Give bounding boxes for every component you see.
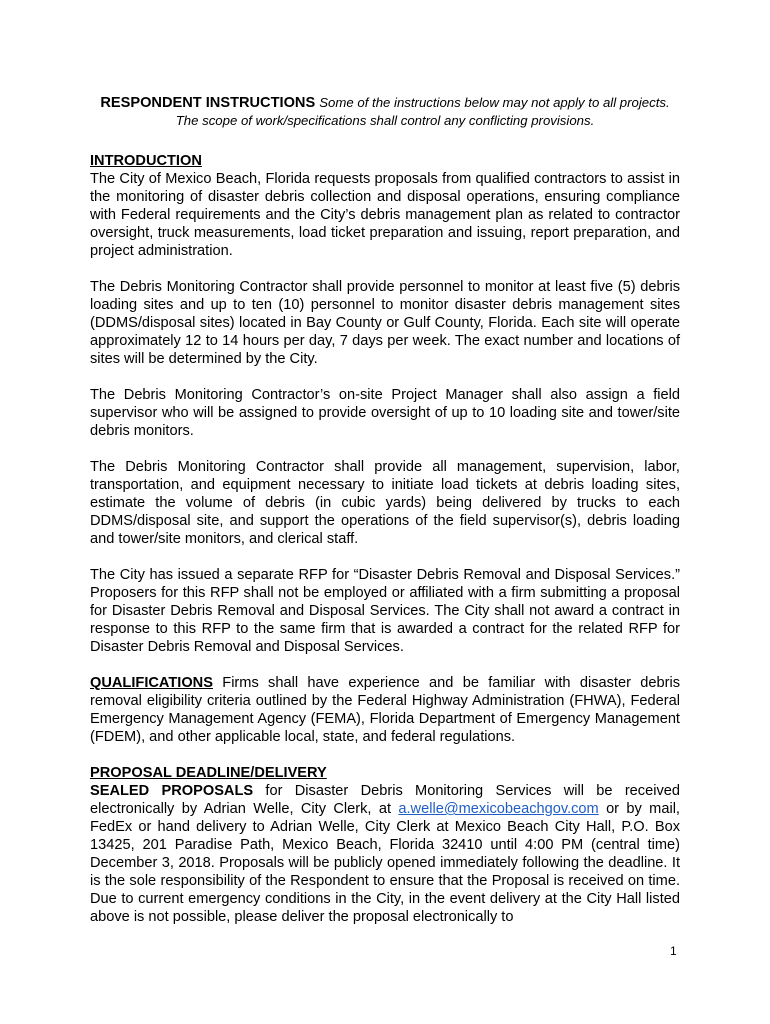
deadline-text-pre: for Disaster Debris Monitoring Services will be received electronically by Adrian Welle, City Clerk, at (90, 783, 680, 817)
intro-paragraph-2: The Debris Monitoring Contractor shall provide personnel to monitor at least five (5) debris loading sites and up to ten (10) personnel to monitor disaster debris management sites (DDMS/disposal sites) located in Bay County or Gulf County, Florida. Each site will operate approximately 12 to 14 hours per day, 7 days per week. The exact number and locations of sites will be determined by the City. (90, 279, 680, 367)
header-note: Some of the instructions below may not apply to all projects. The scope of work/specifications shall control any conflicting provisions. (175, 95, 670, 128)
clerk-email-link[interactable]: a.welle@mexicobeachgov.com (398, 801, 599, 817)
deadline-text-post: or by mail, FedEx or hand delivery to Adrian Welle, City Clerk at Mexico Beach City Hall, P.O. Box 13425, 201 Paradise Path, Mexico Beach, Florida 32410 until 4:00 PM (central time) December 3, 2018. Proposals will be publicly opened immediately following the deadline. It is the sole responsibility of the Respondent to ensure that the Proposal is received on time. Due to current emergency conditions in the City, in the event delivery at the City Hall listed above is not possible, please deliver the proposal electronically to (90, 801, 680, 925)
qualifications-section (90, 674, 680, 746)
deadline-paragraph (90, 782, 680, 926)
deadline-heading: PROPOSAL DEADLINE/DELIVERY (90, 765, 327, 781)
proposal-deadline-section (90, 764, 680, 926)
document-page (90, 94, 680, 926)
intro-paragraph-5: The City has issued a separate RFP for “Disaster Debris Removal and Disposal Services.” Proposers for this RFP shall not be employed or affiliated with a firm submitting a proposal for Disaster Debris Removal and Disposal Services. The City shall not award a contract in response to this RFP to the same firm that is awarded a contract for the related RFP for Disaster Debris Removal and Disposal Services. (90, 567, 680, 655)
qualifications-heading: QUALIFICATIONS (90, 675, 213, 691)
sealed-proposals-lead: SEALED PROPOSALS (90, 783, 254, 799)
qualifications-text: Firms shall have experience and be familiar with disaster debris removal eligibility criteria outlined by the Federal Highway Administration (FHWA), Federal Emergency Management Agency (FEMA), Florida Department of Emergency Management (FDEM), and other applicable local, state, and federal regulations. (90, 675, 680, 745)
header-title: RESPONDENT INSTRUCTIONS (100, 95, 316, 111)
page-number: 1 (670, 944, 677, 958)
respondent-instructions-header (90, 94, 680, 130)
introduction-heading: INTRODUCTION (90, 153, 202, 169)
intro-paragraph-4: The Debris Monitoring Contractor shall provide all management, supervision, labor, transportation, and equipment necessary to initiate load tickets at debris loading sites, estimate the volume of debris (in cubic yards) being delivered by trucks to each DDMS/disposal site, and support the operations of the field supervisor(s), debris loading and tower/site monitors, and clerical staff. (90, 459, 680, 547)
intro-paragraph-1: The City of Mexico Beach, Florida requests proposals from qualified contractors to assist in the monitoring of disaster debris collection and disposal operations, ensuring compliance with Federal requirements and the City’s debris management plan as related to contractor oversight, truck measurements, load ticket preparation and issuing, report preparation, and project administration. (90, 171, 680, 259)
introduction-section (90, 152, 680, 656)
intro-paragraph-3: The Debris Monitoring Contractor’s on-site Project Manager shall also assign a field supervisor who will be assigned to provide oversight of up to 10 loading site and tower/site debris monitors. (90, 387, 680, 439)
